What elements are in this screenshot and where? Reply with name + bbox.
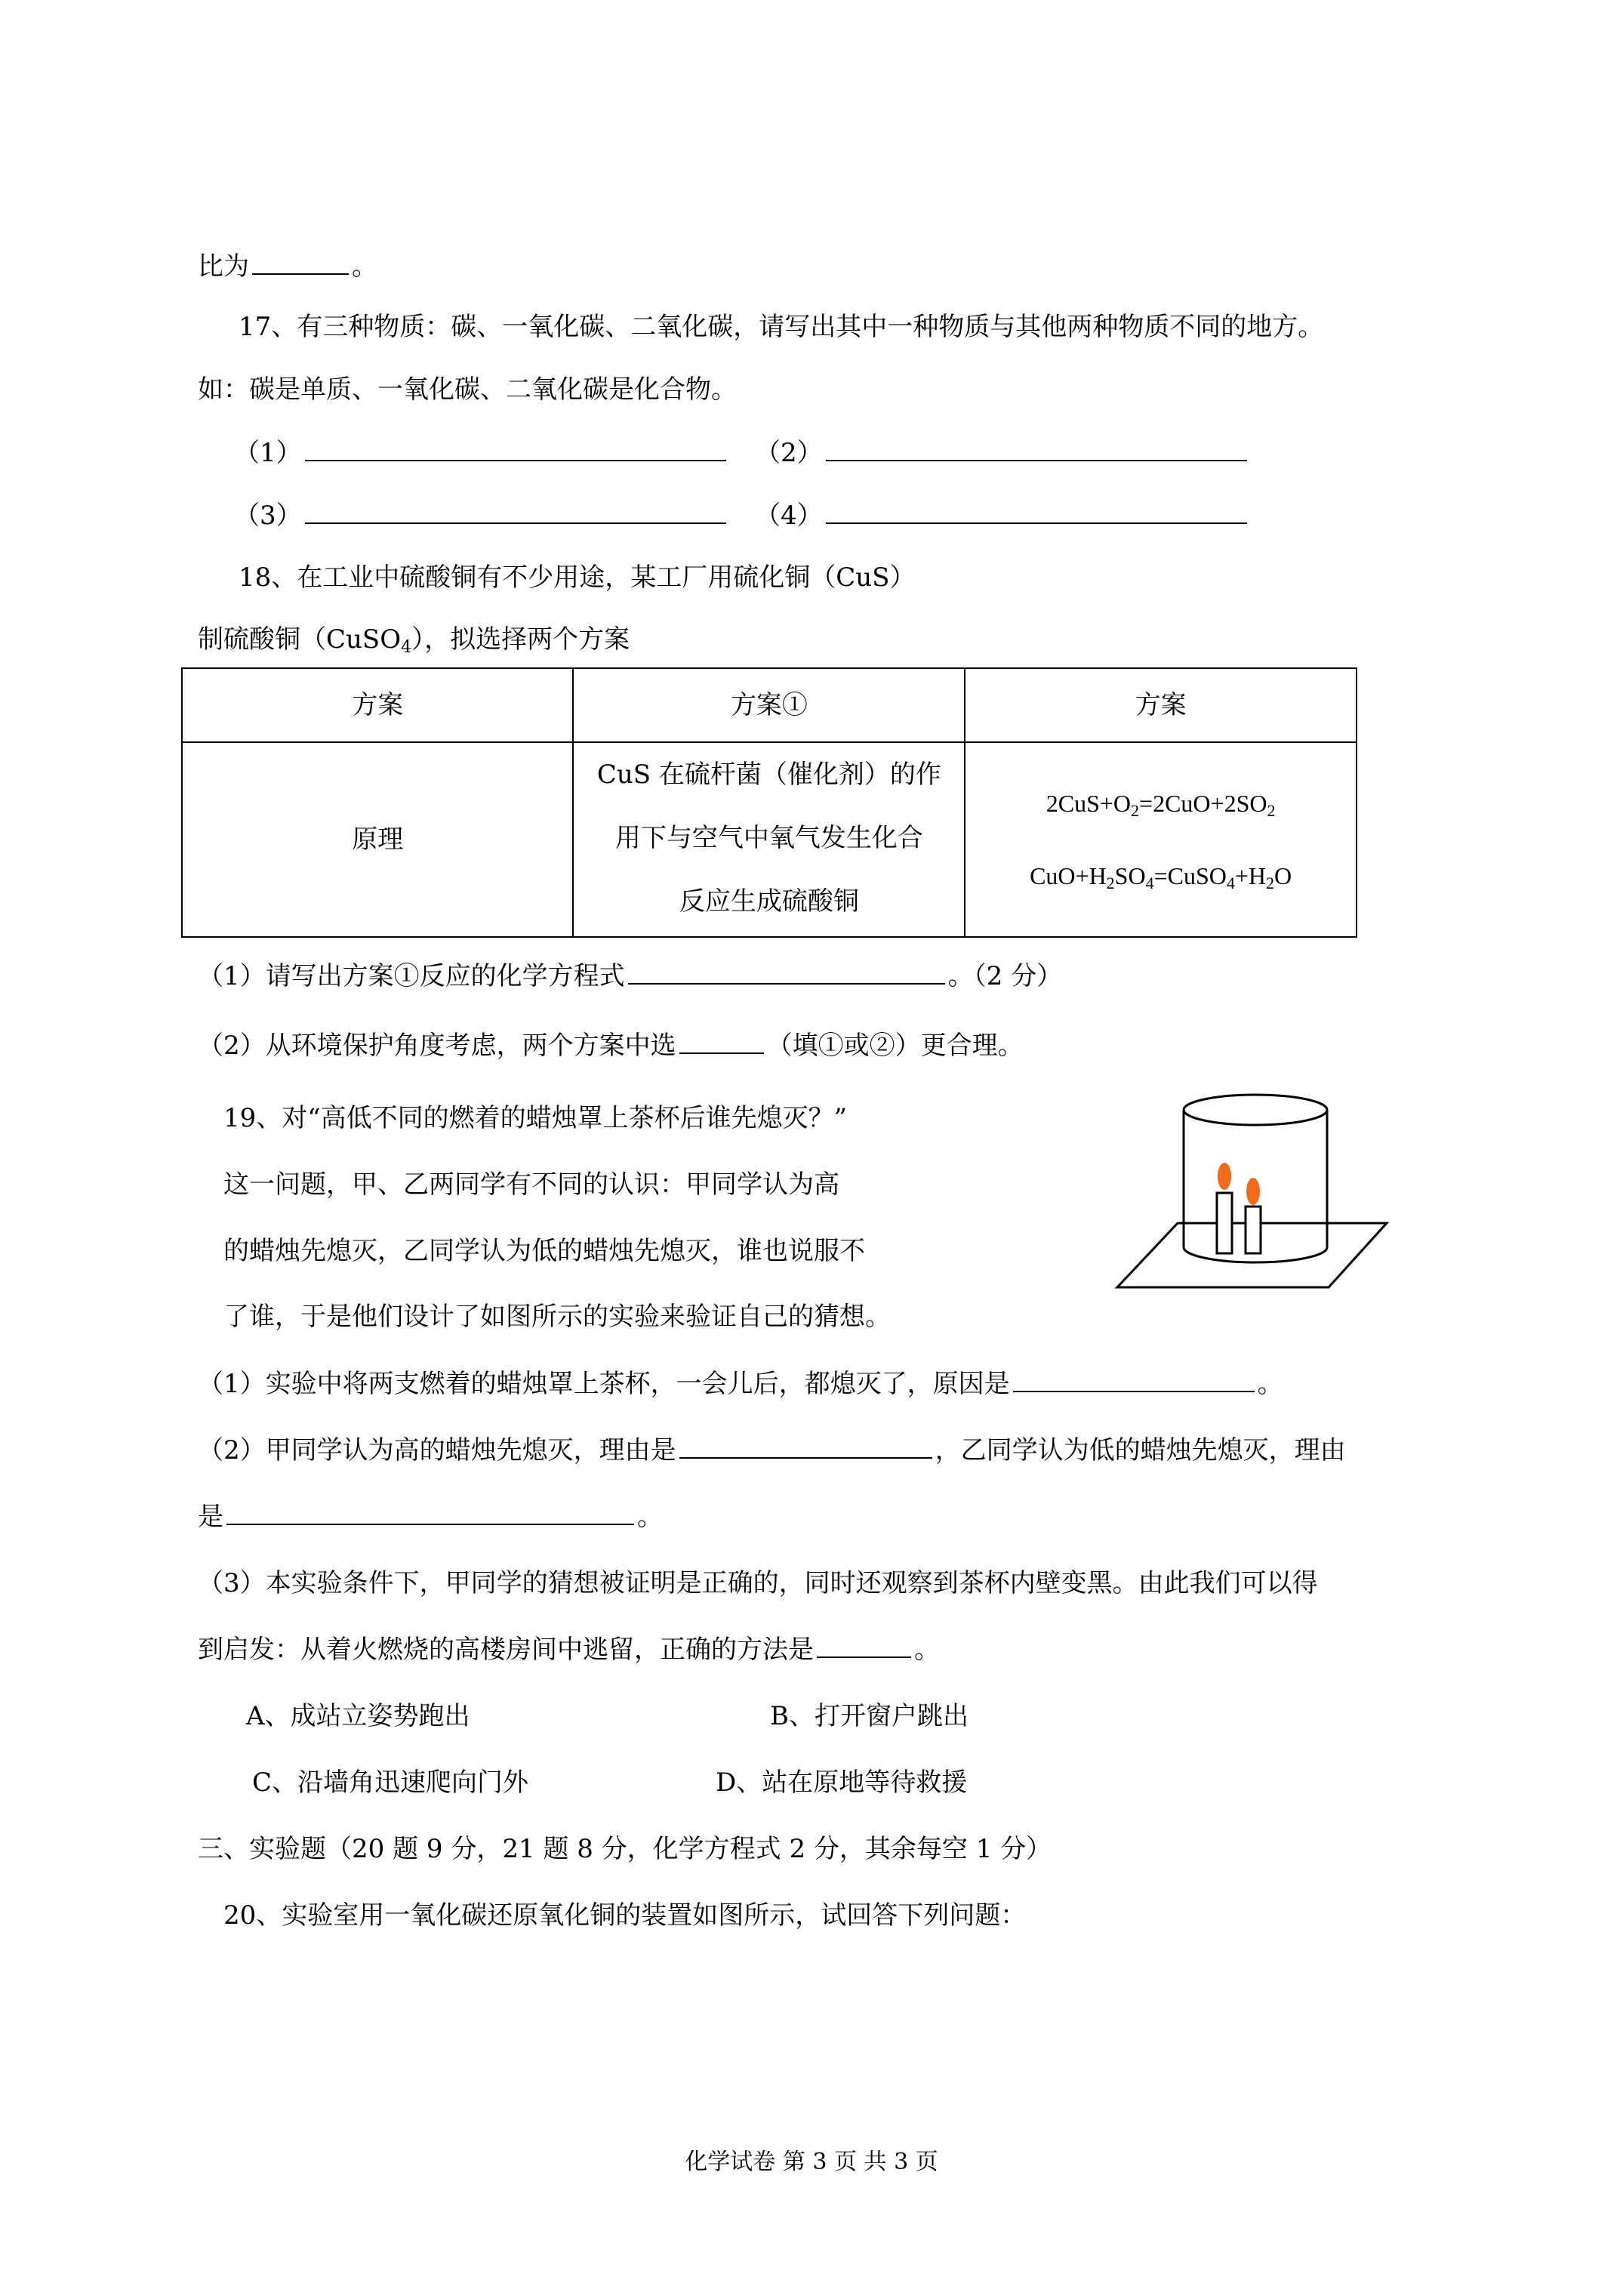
answer-blank[interactable]: [1013, 1368, 1255, 1392]
table-row: [182, 742, 1357, 937]
text: 比为: [198, 251, 249, 282]
equation-2: $CuO+H_2SO_4=CuSO_4+H_2O$: [1030, 862, 1292, 892]
equation-cell: [965, 742, 1357, 937]
header-cell: 方案: [182, 668, 573, 742]
question-19-1: [198, 1367, 1283, 1401]
option-b: B、打开窗户跳出: [770, 1701, 969, 1731]
answer-blank[interactable]: [226, 1501, 634, 1525]
question-19-3-cont: [198, 1632, 940, 1667]
item-label: （1）: [234, 438, 302, 468]
text: 制硫酸铜（CuSO: [198, 624, 402, 655]
table-header-row: [182, 668, 1357, 742]
header-cell: 方案: [965, 668, 1357, 742]
question-19-2-cont: [198, 1499, 663, 1534]
question-19-cont: 了谁，于是他们设计了如图所示的实验来验证自己的猜想。: [223, 1302, 891, 1332]
header-cell: 方案①: [573, 668, 965, 742]
answer-blank[interactable]: [628, 960, 945, 985]
item-label: （4）: [755, 501, 823, 531]
answer-blank[interactable]: [679, 1030, 764, 1054]
item-label: （2）: [755, 438, 823, 468]
q17-item-2: [755, 436, 1250, 470]
cup-rim: [1184, 1095, 1327, 1125]
tall-candle: [1217, 1193, 1232, 1253]
text: 。: [1257, 1369, 1283, 1399]
page-footer: 化学试卷 第 3 页 共 3 页: [685, 2149, 938, 2175]
question-19: 19、对“高低不同的燃着的蜡烛罩上茶杯后谁先熄灭？”: [223, 1103, 848, 1133]
question-19-cont: 这一问题，甲、乙两同学有不同的认识：甲同学认为高: [223, 1170, 839, 1200]
cell-line: 反应生成硫酸铜: [679, 886, 859, 917]
question-18-2: [198, 1028, 1024, 1063]
answer-blank[interactable]: [305, 500, 726, 524]
text: 。: [914, 1635, 940, 1665]
q17-item-3: [234, 498, 729, 533]
text: （填①或②）更合理。: [766, 1031, 1024, 1061]
short-candle: [1246, 1207, 1261, 1253]
line-ratio: [198, 249, 377, 284]
question-19-3: （3）本实验条件下，甲同学的猜想被证明是正确的，同时还观察到茶杯内壁变黑。由此我们可以得: [198, 1568, 1318, 1598]
option-a: A、成站立姿势跑出: [246, 1701, 470, 1731]
answer-blank[interactable]: [826, 437, 1247, 461]
text: 。（2 分）: [947, 961, 1063, 991]
text: ，乙同学认为低的蜡烛先熄灭，理由: [935, 1435, 1346, 1465]
text: （2）从环境保护角度考虑，两个方案中选: [198, 1031, 676, 1061]
equation-1: $2CuS+O_2=2CuO+2SO_2$: [1046, 790, 1276, 820]
row-label-cell: 原理: [182, 742, 573, 937]
flame-icon: [1246, 1178, 1260, 1205]
flame-icon: [1218, 1163, 1231, 1190]
text: 。: [637, 1502, 663, 1532]
answer-blank[interactable]: [826, 500, 1247, 524]
text: ），拟选择两个方案: [411, 624, 630, 655]
scheme-table: [181, 667, 1357, 938]
answer-blank[interactable]: [679, 1435, 932, 1459]
question-20: 20、实验室用一氧化碳还原氧化铜的装置如图所示，试回答下列问题：: [223, 1900, 1027, 1931]
subscript: 4: [401, 638, 412, 657]
text: 。: [352, 251, 377, 282]
section-3-title: 三、实验题（20 题 9 分，21 题 8 分，化学方程式 2 分，其余每空 1 分）: [198, 1834, 1052, 1864]
question-19-2: [198, 1433, 1346, 1468]
principle-cell: [573, 742, 965, 937]
text: （1）实验中将两支燃着的蜡烛罩上茶杯，一会儿后，都熄灭了，原因是: [198, 1369, 1010, 1399]
cell-line: CuS 在硫杆菌（催化剂）的作: [596, 760, 941, 790]
q17-item-1: [234, 436, 729, 470]
candle-experiment-figure: [1102, 1080, 1419, 1299]
text: 是: [198, 1502, 223, 1532]
option-d: D、站在原地等待救援: [716, 1767, 968, 1798]
answer-blank[interactable]: [817, 1634, 911, 1658]
question-18: 18、在工业中硫酸铜有不少用途，某工厂用硫化铜（CuS）: [239, 562, 916, 593]
answer-blank[interactable]: [252, 251, 349, 275]
cell-line: 用下与空气中氧气发生化合: [614, 823, 923, 853]
q17-item-4: [755, 498, 1250, 533]
question-17-example: 如：碳是单质、一氧化碳、二氧化碳是化合物。: [198, 374, 737, 405]
question-18-cont: [198, 622, 630, 657]
question-18-1: [198, 959, 1062, 994]
text: （2）甲同学认为高的蜡烛先熄灭，理由是: [198, 1435, 676, 1465]
text: 到启发：从着火燃烧的高楼房间中逃留，正确的方法是: [198, 1635, 814, 1665]
item-label: （3）: [234, 501, 302, 531]
question-19-cont: 的蜡烛先熄灭，乙同学认为低的蜡烛先熄灭，谁也说服不: [223, 1236, 865, 1266]
answer-blank[interactable]: [305, 437, 726, 461]
option-c: C、沿墙角迅速爬向门外: [252, 1767, 529, 1798]
question-17: 17、有三种物质：碳、一氧化碳、二氧化碳，请写出其中一种物质与其他两种物质不同的地方。: [239, 312, 1324, 342]
text: （1）请写出方案①反应的化学方程式: [198, 961, 625, 991]
